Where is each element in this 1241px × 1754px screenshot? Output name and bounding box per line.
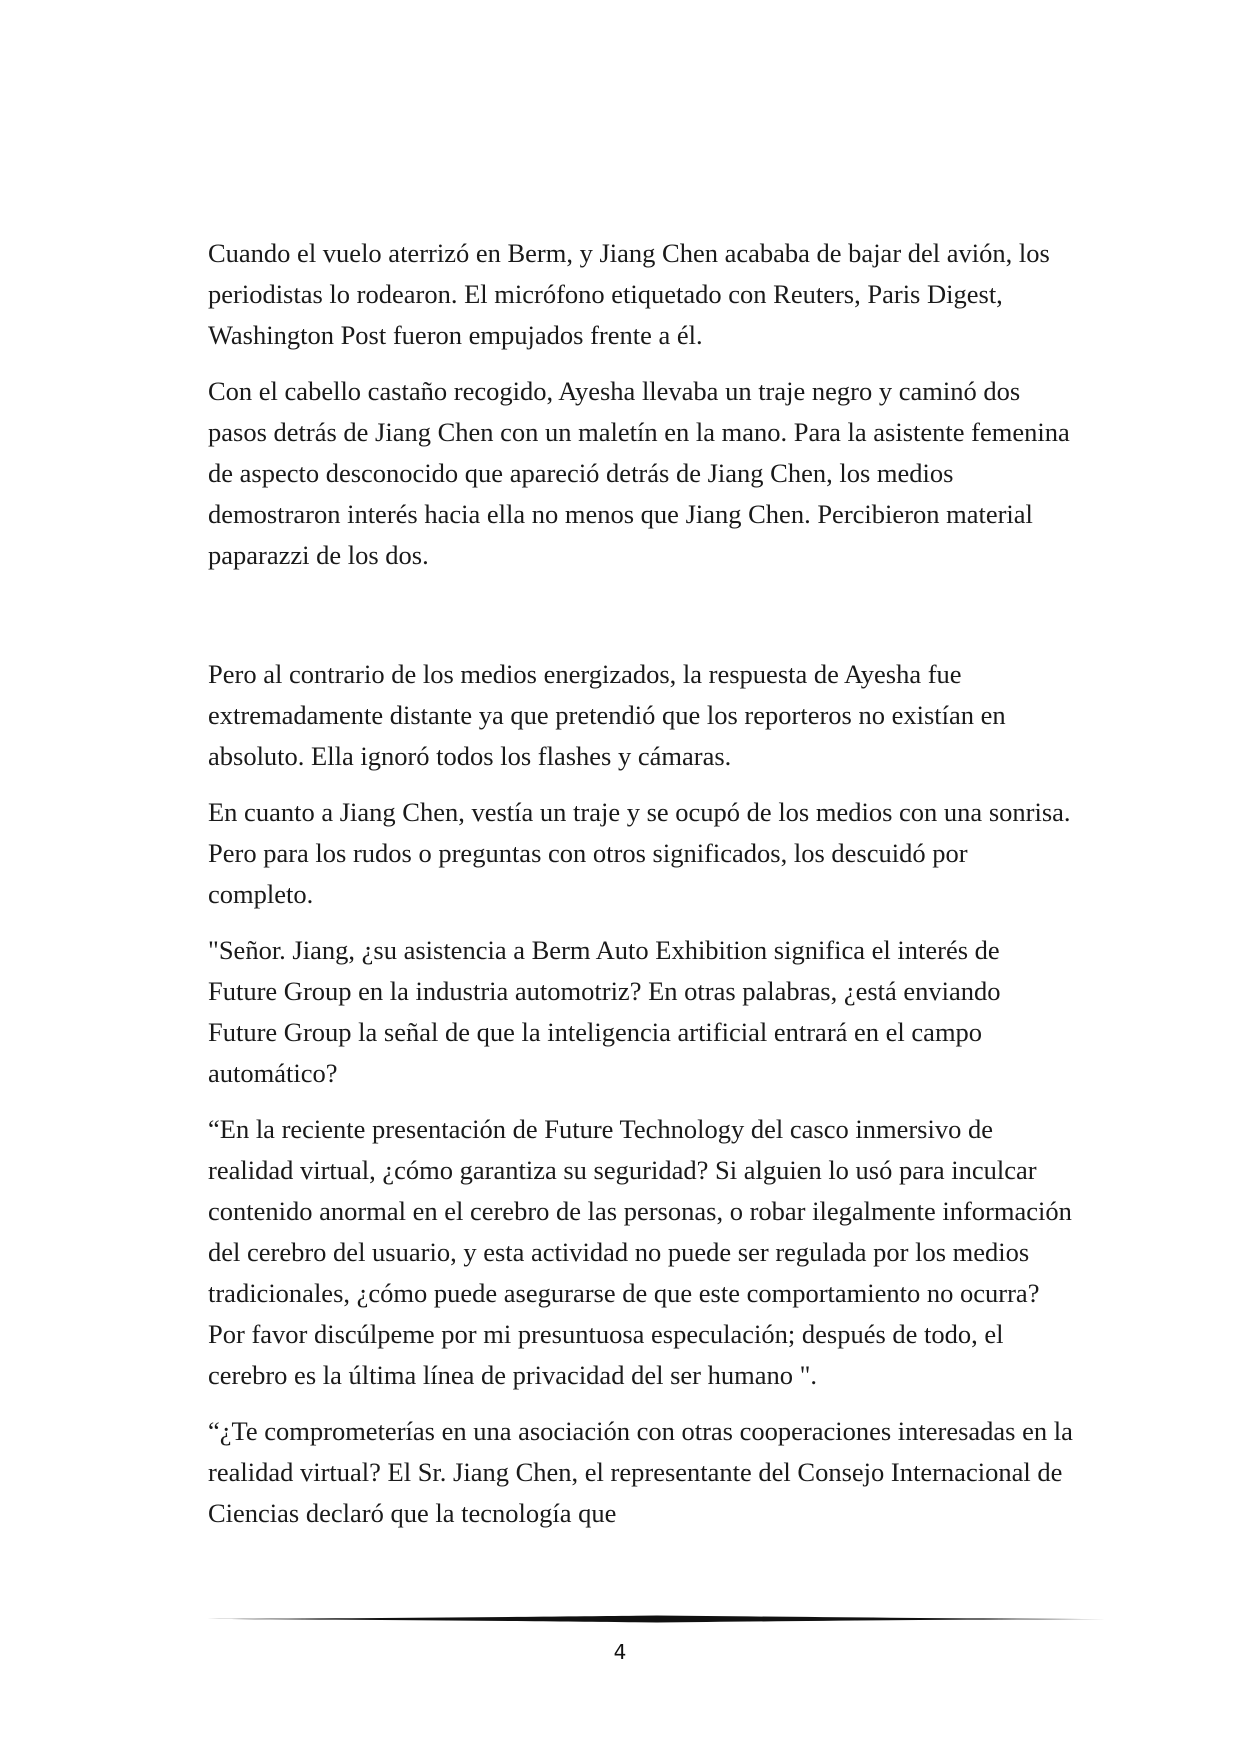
paragraph-6: “En la reciente presentación de Future Technology del casco inmersivo de realidad virtual, ¿cómo garantiza su seguridad? Si alguien lo usó para inculcar contenido anormal en el cerebro de las personas, o robar ilegalmente información del cerebro del usuario, y esta actividad no puede ser regulada por los medios tradicionales, ¿cómo puede asegurarse de que este comportamiento no ocurra? Por favor discúlpeme por mi presuntuosa especulación; después de todo, el cerebro es la última línea de privacidad del ser humano ".: [208, 1114, 1072, 1390]
text-section-2: [208, 654, 1074, 1534]
page-number: 4: [613, 1640, 627, 1664]
paragraph-2: Con el cabello castaño recogido, Ayesha llevaba un traje negro y caminó dos pasos detrás de Jiang Chen con un maletín en la mano. Para la asistente femenina de aspecto desconocido que apareció detrás de Jiang Chen, los medios demostraron interés hacia ella no menos que Jiang Chen. Percibieron material paparazzi de los dos.: [208, 376, 1070, 570]
paragraph-3: Pero al contrario de los medios energizados, la respuesta de Ayesha fue extremadamente distante ya que pretendió que los reporteros no existían en absoluto. Ella ignoró todos los flashes y cámaras.: [208, 659, 1006, 771]
paragraph-7: “¿Te comprometerías en una asociación con otras cooperaciones interesadas en la realidad virtual? El Sr. Jiang Chen, el representante del Consejo Internacional de Ciencias declaró que la tecnología que: [208, 1416, 1073, 1528]
paragraph-4: En cuanto a Jiang Chen, vestía un traje y se ocupó de los medios con una sonrisa. Pero para los rudos o preguntas con otros significados, los descuidó por completo.: [208, 797, 1071, 909]
paragraph-5: "Señor. Jiang, ¿su asistencia a Berm Auto Exhibition significa el interés de Future Group en la industria automotriz? En otras palabras, ¿está enviando Future Group la señal de que la inteligencia artificial entrará en el campo automático?: [208, 935, 1001, 1088]
footer-divider: [207, 1613, 1106, 1625]
paragraph-1: Cuando el vuelo aterrizó en Berm, y Jiang Chen acababa de bajar del avión, los periodistas lo rodearon. El micrófono etiquetado con Reuters, Paris Digest, Washington Post fueron empujados frente a él.: [208, 238, 1050, 350]
text-section-1: [208, 233, 1074, 576]
